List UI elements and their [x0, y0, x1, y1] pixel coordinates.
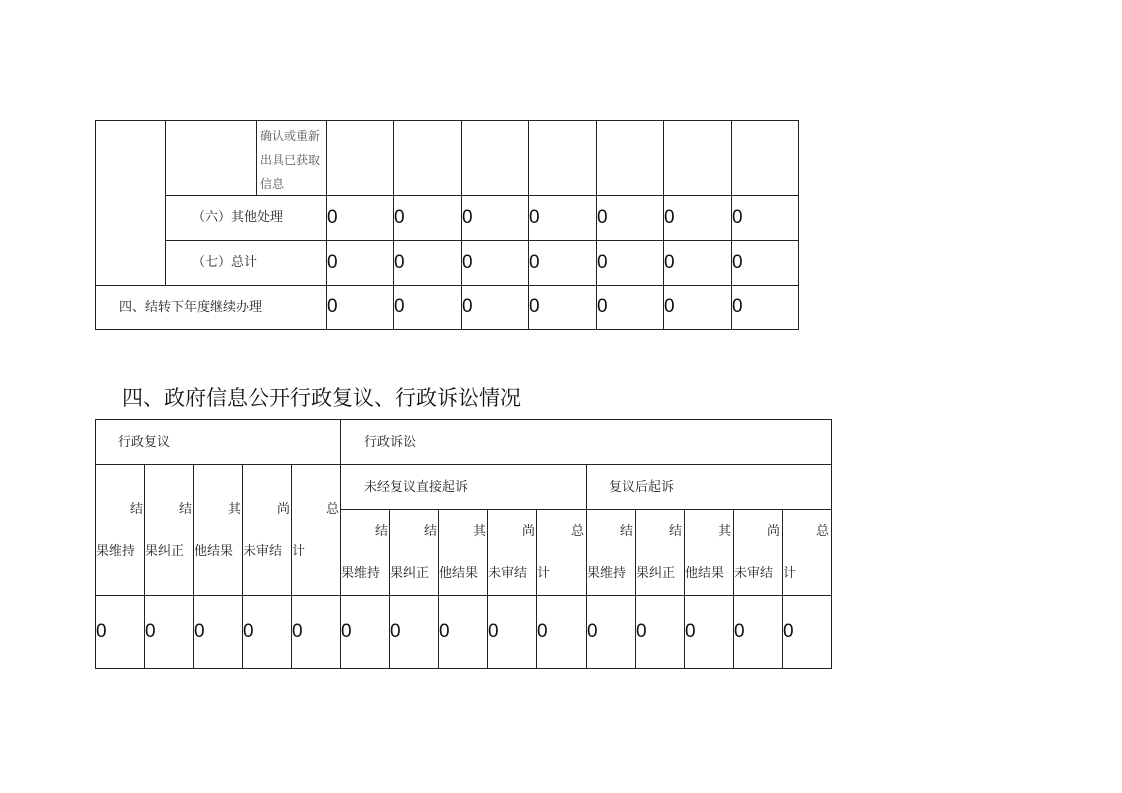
table-cell: 0	[636, 621, 647, 642]
row-other-processing-label: （六）其他处理	[192, 210, 284, 225]
header-admin-litigation: 行政诉讼	[364, 435, 417, 450]
column-header: 他结果	[685, 566, 725, 581]
column-header: 其	[228, 502, 242, 517]
column-header: 结	[130, 502, 144, 517]
table-cell: 0	[732, 252, 743, 273]
table-cell: 0	[732, 296, 743, 317]
column-header: 尚	[522, 524, 536, 539]
table-cell: 0	[145, 621, 156, 642]
column-header: 尚	[277, 502, 291, 517]
column-header: 未审结	[488, 566, 528, 581]
row-carryover-label: 四、结转下年度继续办理	[119, 300, 263, 315]
continued-row-label: 确认或重新出具已获取信息	[260, 129, 321, 191]
column-header: 他结果	[439, 566, 479, 581]
table-cell: 0	[529, 252, 540, 273]
table-cell: 0	[292, 621, 303, 642]
column-header: 其	[473, 524, 487, 539]
table-cell: 0	[529, 207, 540, 228]
table-cell: 0	[783, 621, 794, 642]
column-header: 果维持	[96, 544, 136, 559]
column-header: 总	[571, 524, 585, 539]
column-header: 果维持	[341, 566, 381, 581]
table-cell: 0	[529, 296, 540, 317]
table-cell: 0	[462, 207, 473, 228]
header-admin-review: 行政复议	[118, 435, 171, 450]
column-header: 计	[537, 566, 551, 581]
table-cell: 0	[685, 621, 696, 642]
table-cell: 0	[341, 621, 352, 642]
table-cell: 0	[327, 296, 338, 317]
column-header: 果纠正	[636, 566, 676, 581]
table-cell: 0	[587, 621, 598, 642]
column-header: 总	[816, 524, 830, 539]
table-cell: 0	[439, 621, 450, 642]
column-header: 结	[375, 524, 389, 539]
table-cell: 0	[462, 296, 473, 317]
table-cell: 0	[327, 207, 338, 228]
column-header: 结	[620, 524, 634, 539]
column-header: 总	[326, 502, 340, 517]
table-cell: 0	[732, 207, 743, 228]
table-cell: 0	[664, 207, 675, 228]
table-cell: 0	[597, 207, 608, 228]
column-header: 未审结	[734, 566, 774, 581]
column-header: 计	[783, 566, 797, 581]
table-cell: 0	[537, 621, 548, 642]
column-header: 尚	[767, 524, 781, 539]
column-header: 未审结	[243, 544, 283, 559]
table-cell: 0	[488, 621, 499, 642]
table-cell: 0	[664, 252, 675, 273]
subheader-suit-after-review: 复议后起诉	[609, 480, 675, 495]
table-cell: 0	[394, 296, 405, 317]
column-header: 计	[292, 544, 306, 559]
column-header: 果维持	[587, 566, 627, 581]
column-header: 结	[424, 524, 438, 539]
table-cell: 0	[243, 621, 254, 642]
section-title: 四、政府信息公开行政复议、行政诉讼情况	[122, 386, 521, 410]
column-header: 结	[179, 502, 193, 517]
table-cell: 0	[462, 252, 473, 273]
table-cell: 0	[390, 621, 401, 642]
table-cell: 0	[394, 207, 405, 228]
column-header: 他结果	[194, 544, 234, 559]
column-header: 果纠正	[145, 544, 185, 559]
table-cell: 0	[194, 621, 205, 642]
row-total-label: （七）总计	[192, 255, 258, 270]
subheader-direct-suit: 未经复议直接起诉	[364, 480, 469, 495]
table-cell: 0	[664, 296, 675, 317]
column-header: 结	[669, 524, 683, 539]
table-cell: 0	[96, 621, 107, 642]
table-cell: 0	[597, 252, 608, 273]
column-header: 其	[718, 524, 732, 539]
table-cell: 0	[734, 621, 745, 642]
column-header: 果纠正	[390, 566, 430, 581]
table-cell: 0	[597, 296, 608, 317]
table-cell: 0	[327, 252, 338, 273]
table-cell: 0	[394, 252, 405, 273]
